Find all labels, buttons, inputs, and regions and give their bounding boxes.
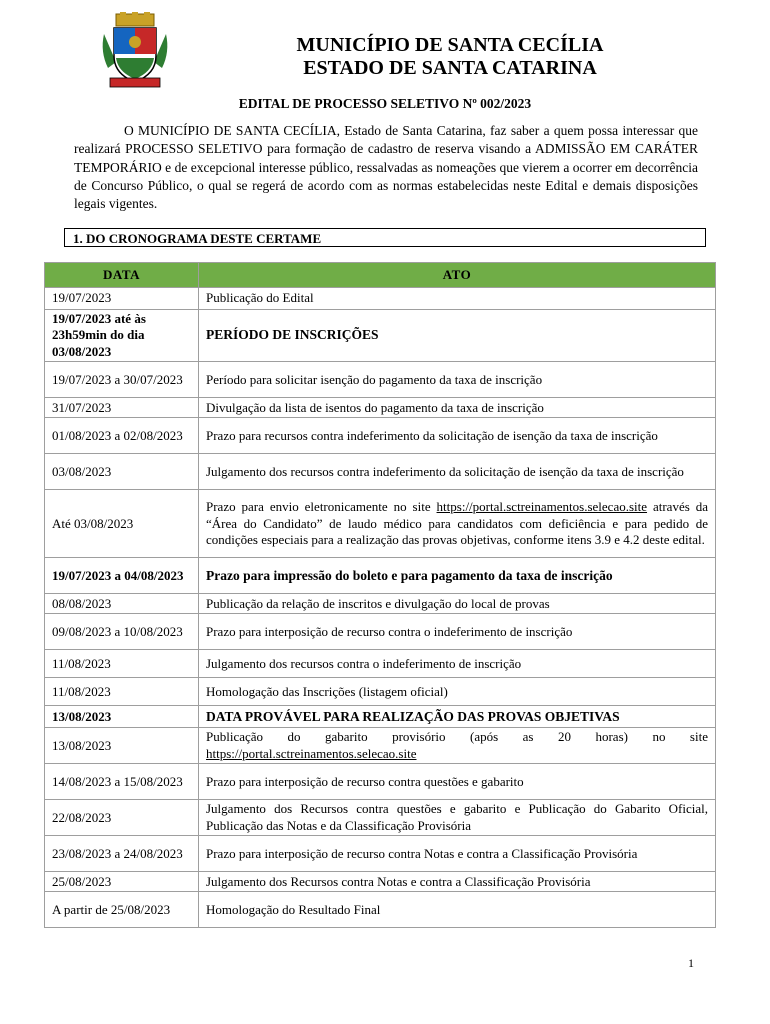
act-cell: [199, 490, 716, 558]
table-row: [45, 558, 716, 594]
header-title: [200, 34, 700, 80]
act-cell: Homologação do Resultado Final: [199, 892, 716, 928]
act-text: Publicação do gabarito provisório (após as 20 horas) no site: [206, 729, 708, 745]
edital-title: EDITAL DE PROCESSO SELETIVO Nº 002/2023: [238, 96, 532, 111]
date-cell: 03/08/2023: [45, 454, 199, 490]
act-cell: Julgamento dos recursos contra indeferimento da solicitação de isenção da taxa de inscrição: [199, 454, 716, 490]
date-cell: 19/07/2023 a 04/08/2023: [45, 558, 199, 594]
act-cell: DATA PROVÁVEL PARA REALIZAÇÃO DAS PROVAS OBJETIVAS: [199, 706, 716, 728]
table-row: [45, 678, 716, 706]
portal-link[interactable]: https://portal.sctreinamentos.selecao.site: [206, 745, 417, 761]
act-cell: Prazo para interposição de recurso contra o indeferimento de inscrição: [199, 614, 716, 650]
date-cell: 22/08/2023: [45, 800, 199, 836]
table-row: [45, 288, 716, 310]
table-row: [45, 362, 716, 398]
date-cell: 13/08/2023: [45, 728, 199, 764]
act-cell: Publicação da relação de inscritos e divulgação do local de provas: [199, 594, 716, 614]
act-cell: Publicação do Edital: [199, 288, 716, 310]
date-cell: 08/08/2023: [45, 594, 199, 614]
date-cell: 19/07/2023 até às 23h59min do dia 03/08/2023: [45, 310, 199, 362]
table-row: [45, 800, 716, 836]
table-row: [45, 398, 716, 418]
act-cell: Homologação das Inscrições (listagem oficial): [199, 678, 716, 706]
act-cell: PERÍODO DE INSCRIÇÕES: [199, 310, 716, 362]
municipal-crest-icon: [96, 12, 174, 90]
date-cell: 13/08/2023: [45, 706, 199, 728]
date-cell: 31/07/2023: [45, 398, 199, 418]
act-text: através da “Área do Candidato” de laudo médico para candidatos com deficiência e para pedido de condições especiais para a realização das provas objetivas, conforme itens 3.9 e 4.2 deste edital.: [206, 499, 708, 547]
date-cell: 09/08/2023 a 10/08/2023: [45, 614, 199, 650]
portal-link[interactable]: https://portal.sctreinamentos.selecao.site: [436, 499, 648, 515]
table-row: [45, 706, 716, 728]
table-row: [45, 650, 716, 678]
act-cell: Período para solicitar isenção do pagamento da taxa de inscrição: [199, 362, 716, 398]
column-header-date: DATA: [45, 263, 199, 288]
table-row: [45, 418, 716, 454]
schedule-table: [44, 262, 716, 928]
page-number: 1: [688, 956, 694, 970]
date-cell: 14/08/2023 a 15/08/2023: [45, 764, 199, 800]
table-row: [45, 454, 716, 490]
act-text: Prazo para envio eletronicamente no site: [206, 499, 437, 515]
act-cell: Julgamento dos Recursos contra questões e gabarito e Publicação do Gabarito Oficial, Publicação das Notas e da Classificação Provisória: [199, 800, 716, 836]
date-cell: 23/08/2023 a 24/08/2023: [45, 836, 199, 872]
act-cell: Prazo para impressão do boleto e para pagamento da taxa de inscrição: [199, 558, 716, 594]
table-header-row: [45, 263, 716, 288]
municipality-name: MUNICÍPIO DE SANTA CECÍLIA: [296, 34, 604, 56]
date-cell: 19/07/2023: [45, 288, 199, 310]
act-cell: [199, 728, 716, 764]
act-cell: Prazo para recursos contra indeferimento da solicitação de isenção da taxa de inscrição: [199, 418, 716, 454]
section-title: 1. DO CRONOGRAMA DESTE CERTAME: [64, 228, 706, 247]
date-cell: A partir de 25/08/2023: [45, 892, 199, 928]
date-cell: 25/08/2023: [45, 872, 199, 892]
table-row: [45, 490, 716, 558]
table-row: [45, 728, 716, 764]
table-row: [45, 614, 716, 650]
act-cell: Divulgação da lista de isentos do pagamento da taxa de inscrição: [199, 398, 716, 418]
act-cell: Prazo para interposição de recurso contra Notas e contra a Classificação Provisória: [199, 836, 716, 872]
table-row: [45, 836, 716, 872]
date-cell: 11/08/2023: [45, 678, 199, 706]
state-name: ESTADO DE SANTA CATARINA: [303, 57, 597, 79]
table-row: [45, 872, 716, 892]
act-cell: Julgamento dos Recursos contra Notas e contra a Classificação Provisória: [199, 872, 716, 892]
table-row: [45, 892, 716, 928]
act-cell: Julgamento dos recursos contra o indeferimento de inscrição: [199, 650, 716, 678]
table-row: [45, 310, 716, 362]
table-row: [45, 764, 716, 800]
date-cell: Até 03/08/2023: [45, 490, 199, 558]
intro-paragraph: O MUNICÍPIO DE SANTA CECÍLIA, Estado de Santa Catarina, faz saber a quem possa interessar que realizará PROCESSO SELETIVO para formação de cadastro de reserva visando a ADMISSÃO EM CARÁTER TEMPORÁRIO e de excepcional interesse público, ressalvadas as nomeações que vierem a ocorrer em decorrência de Concurso Público, o qual se regerá de acordo com as normas estabelecidas neste Edital e demais disposições legais vigentes.: [74, 123, 698, 212]
act-cell: Prazo para interposição de recurso contra questões e gabarito: [199, 764, 716, 800]
date-cell: 19/07/2023 a 30/07/2023: [45, 362, 199, 398]
date-cell: 01/08/2023 a 02/08/2023: [45, 418, 199, 454]
column-header-act: ATO: [199, 263, 716, 288]
date-cell: 11/08/2023: [45, 650, 199, 678]
table-row: [45, 594, 716, 614]
